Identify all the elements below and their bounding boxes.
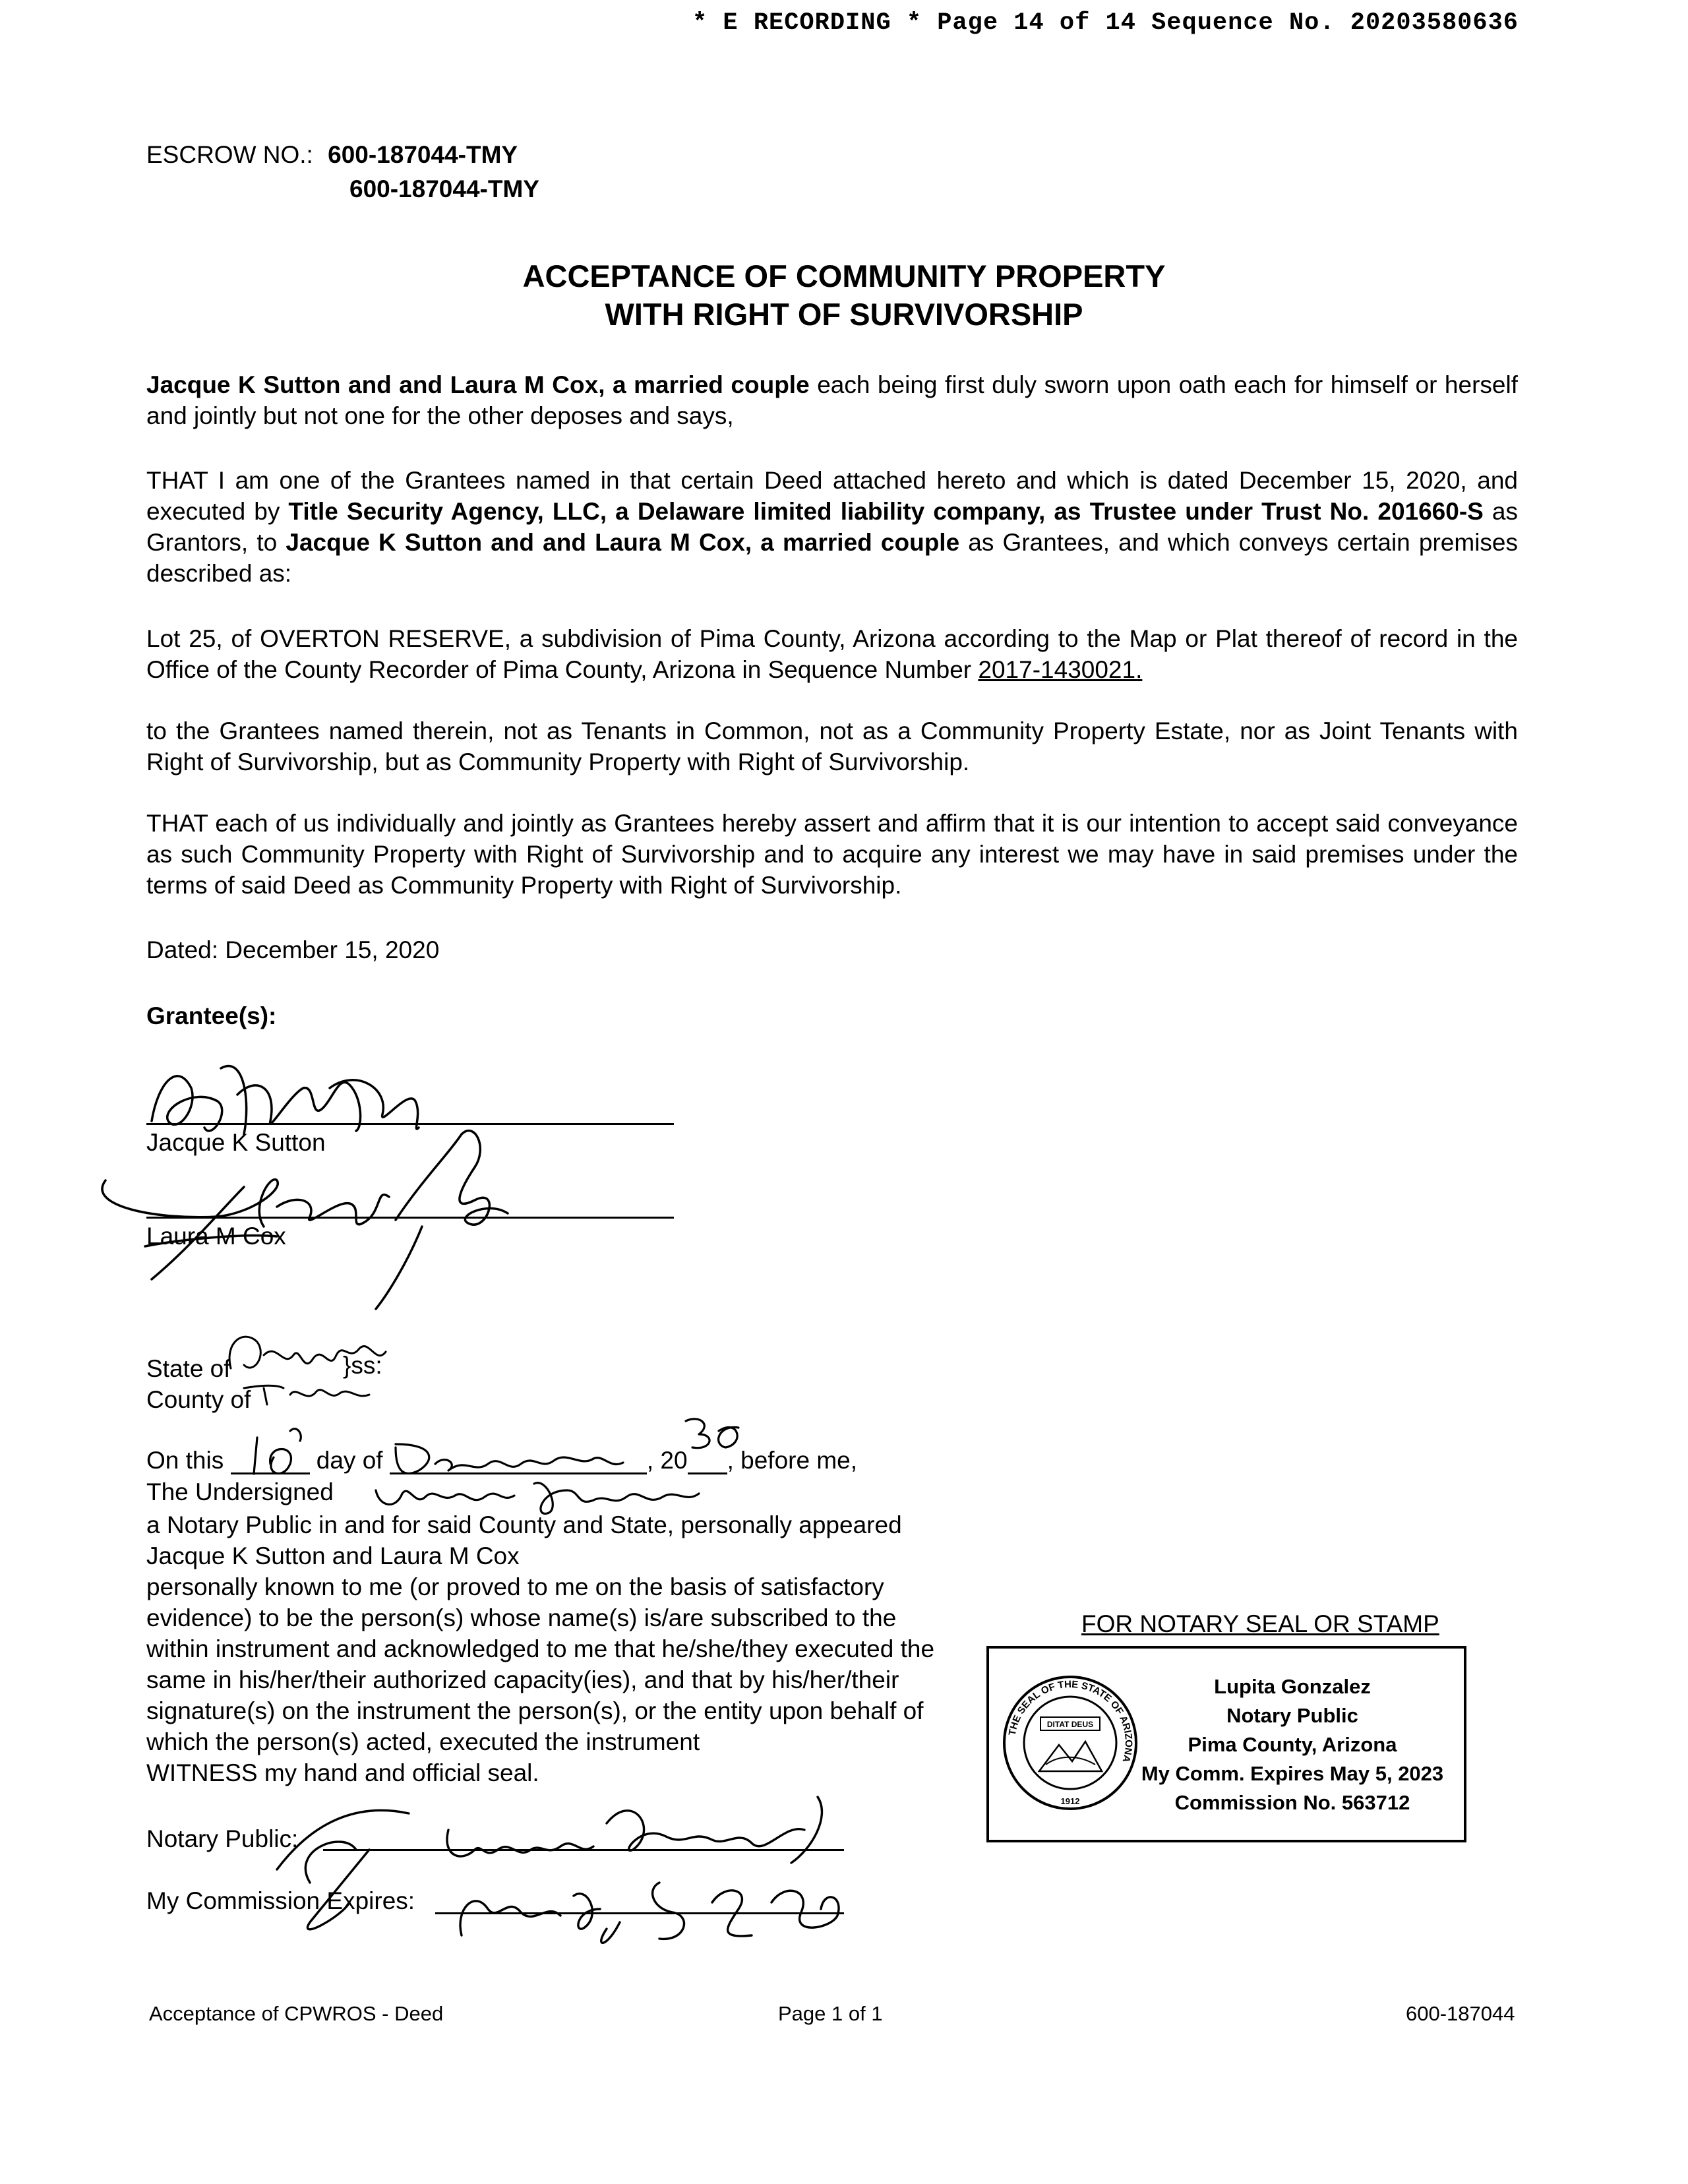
ack-line-f: same in his/her/their authorized capacity(ies), and that by his/her/their: [146, 1666, 899, 1693]
state-of-label: State of: [146, 1355, 231, 1382]
recording-header: * E RECORDING * Page 14 of 14 Sequence No. 20203580636: [692, 9, 1519, 37]
ack-line-a: a Notary Public in and for said County and State, personally appeared: [146, 1511, 902, 1538]
grantees-label: Grantee(s):: [146, 1002, 277, 1029]
sequence-number: 2017-1430021.: [978, 656, 1143, 683]
paragraph-affiants: [146, 369, 1518, 431]
deed-text-1: THAT I am one of the Grantees named in that certain Deed attached hereto and which is dated December 15, 2020, and executed by: [146, 467, 1518, 525]
stamp-expiration: My Comm. Expires May 5, 2023: [1141, 1762, 1444, 1785]
seal-year: 1912: [1060, 1796, 1080, 1806]
day-blank: [231, 1453, 310, 1474]
escrow-number-2: 600-187044-TMY: [349, 175, 539, 202]
acknowledgment-text: [146, 1509, 1017, 1788]
paragraph-deed: [146, 465, 1518, 589]
notary-stamp: [986, 1646, 1466, 1842]
stamp-commission-number: Commission No. 563712: [1174, 1791, 1410, 1814]
ss-label: }ss:: [343, 1352, 382, 1379]
county-of-label: County of: [146, 1386, 251, 1413]
year-prefix: 20: [660, 1447, 688, 1474]
month-blank: [390, 1453, 647, 1474]
ack-line-h: which the person(s) acted, executed the instrument: [146, 1728, 700, 1755]
grantee-names: Jacque K Sutton and and Laura M Cox, a married couple: [286, 529, 960, 556]
notary-public-label: Notary Public:: [146, 1825, 299, 1852]
escrow-block: [146, 141, 518, 169]
day-of-label: day of: [316, 1447, 383, 1474]
stamp-text: [1121, 1672, 1464, 1817]
stamp-title: Notary Public: [1226, 1704, 1358, 1727]
legal-description: Lot 25, of OVERTON RESERVE, a subdivision of Pima County, Arizona according to the Map or Plat thereof of record in the Office of the County Recorder of Pima County, Arizona in Sequence Number: [146, 625, 1518, 683]
stamp-county: Pima County, Arizona: [1188, 1733, 1397, 1756]
title-line-1: ACCEPTANCE OF COMMUNITY PROPERTY: [522, 258, 1166, 293]
notary-seal-label: FOR NOTARY SEAL OR STAMP: [1081, 1610, 1439, 1637]
paragraph-affirmation: THAT each of us individually and jointly as Grantees hereby assert and affirm that it is our intention to accept said conveyance as such Community Property with Right of Survivorship and to acquire any interest we may have in said premises under the terms of said Deed as Community Property with Right of Survivorship.: [146, 810, 1518, 899]
signature-cox-stroke-1: [102, 1180, 278, 1227]
grantor-name: Title Security Agency, LLC, a Delaware limited liability company, as Trustee under Trust No. 201660-S: [288, 498, 1484, 525]
witness-line: WITNESS my hand and official seal.: [146, 1759, 539, 1786]
seal-ring-text: THE SEAL OF THE STATE OF ARIZONA: [1006, 1678, 1135, 1764]
on-this-line: On this day of , 20 , before me,: [146, 1447, 858, 1474]
seal-motto: DITAT DEUS: [1046, 1720, 1094, 1729]
deed-text-3: as Grantees, and which conveys certain premises described as:: [146, 529, 1518, 587]
ack-line-d: evidence) to be the person(s) whose name(s) is/are subscribed to the: [146, 1604, 897, 1631]
signature-cox-stroke-5: [376, 1227, 422, 1309]
paragraph-legal-description: [146, 623, 1518, 685]
state-seal: [1000, 1672, 1141, 1813]
hw-county-stroke: [244, 1385, 369, 1405]
commission-expires-label: My Commission Expires:: [146, 1887, 415, 1914]
ack-line-g: signature(s) on the instrument the person(s), or the entity upon behalf of: [146, 1697, 924, 1724]
ack-line-e: within instrument and acknowledged to me that he/she/they executed the: [146, 1635, 935, 1662]
signature-cox-stroke-3: [396, 1131, 508, 1225]
title-line-2: WITH RIGHT OF SURVIVORSHIP: [605, 297, 1083, 332]
ack-line-c: personally known to me (or proved to me on the basis of satisfactory: [146, 1573, 884, 1600]
dated-line: Dated: December 15, 2020: [146, 936, 440, 963]
signature-line-2: [146, 1217, 674, 1219]
grantee-signatures: [79, 1048, 541, 1312]
footer-page-number: Page 1 of 1: [778, 2002, 883, 2025]
signer-2-name: Laura M Cox: [146, 1223, 286, 1250]
year-blank: [688, 1453, 727, 1474]
escrow-number-1: 600-187044-TMY: [328, 141, 518, 168]
stamp-notary-name: Lupita Gonzalez: [1214, 1675, 1371, 1698]
document-title: [0, 257, 1688, 334]
signature-cox-stroke-2: [277, 1195, 389, 1225]
ack-line-b: Jacque K Sutton and Laura M Cox: [146, 1542, 520, 1569]
undersigned-label: The Undersigned: [146, 1478, 334, 1505]
commission-expires-line: [435, 1912, 844, 1914]
paragraph-vesting: to the Grantees named therein, not as Tenants in Common, not as a Community Property Estate, nor as Joint Tenants with Right of Survivorship, but as Community Property with Right of Survivorship.: [146, 717, 1518, 775]
footer-right: 600-187044: [1406, 2002, 1515, 2025]
on-this-label: On this: [146, 1447, 224, 1474]
signer-1-name: Jacque K Sutton: [146, 1129, 326, 1156]
deed-text-2: as Grantors, to: [146, 498, 1519, 556]
escrow-label: ESCROW NO.:: [146, 141, 313, 168]
signature-sutton-stroke-3: [330, 1080, 419, 1129]
affiants-names: Jacque K Sutton and and Laura M Cox, a married couple: [146, 371, 810, 398]
affiants-oath: each being first duly sworn upon oath each for himself or herself and jointly but not one for the other deposes and says,: [146, 371, 1518, 429]
hw-notary-sig-stroke-2: [447, 1797, 822, 1863]
hw-year-stroke: [686, 1419, 738, 1448]
notary-signature-line: [323, 1849, 844, 1851]
signature-line-1: [146, 1123, 674, 1125]
footer-left: Acceptance of CPWROS - Deed: [149, 2002, 444, 2025]
before-me-label: before me,: [740, 1447, 858, 1474]
